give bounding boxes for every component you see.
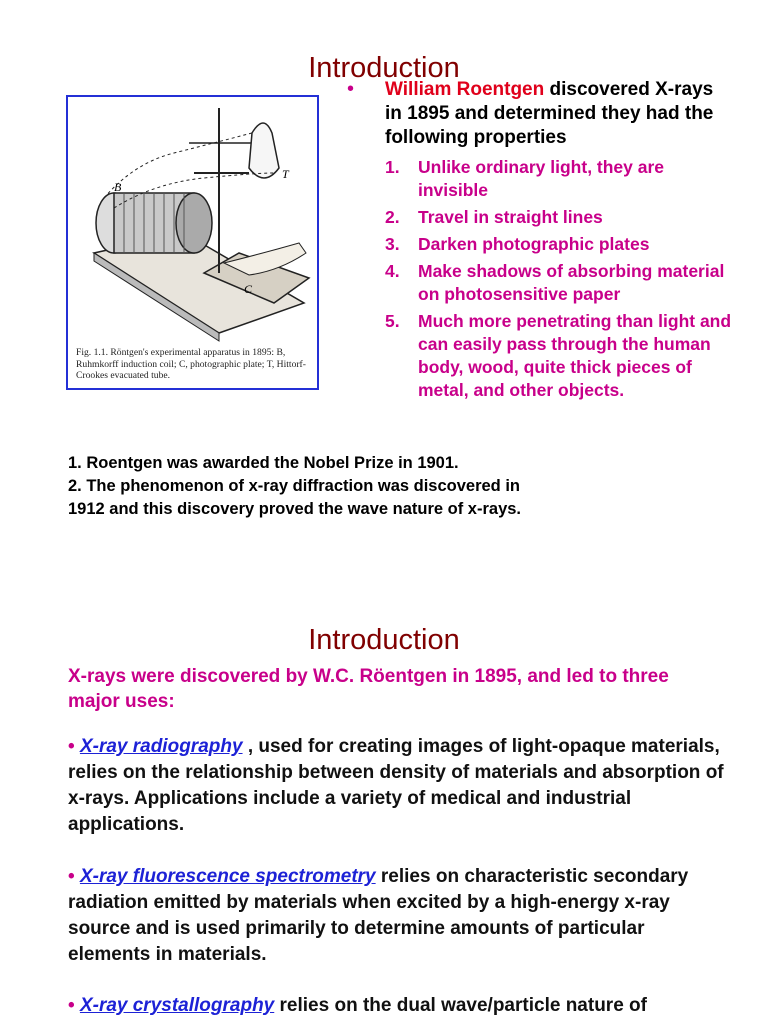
label-t: T — [282, 167, 289, 181]
intro-text: discovered X-rays in 1895 and determined they had the following properties — [385, 79, 714, 148]
item-text: Darken photographic plates — [418, 234, 650, 254]
item-text: Travel in straight lines — [418, 207, 603, 227]
apparatus-illustration — [74, 103, 311, 343]
item-number: 2. — [385, 207, 400, 227]
page-title: Introduction — [308, 52, 460, 85]
figure-caption: Fig. 1.1. Röntgen's experimental apparatus in 1895: B, Ruhmkorff induction coil; C, photographic plate; T, Hittorf-Crookes evacuated tube. — [76, 347, 306, 381]
use-fluorescence — [68, 864, 728, 968]
crystallography-link[interactable]: X-ray crystallography — [79, 995, 275, 1016]
fluorescence-link[interactable]: X-ray fluorescence spectrometry — [79, 866, 376, 887]
apparatus-figure — [66, 95, 319, 390]
note-nobel: 1. Roentgen was awarded the Nobel Prize in 1901. — [68, 454, 459, 472]
item-number: 3. — [385, 234, 400, 254]
list-item — [385, 310, 735, 402]
note-diffraction: 2. The phenomenon of x-ray diffraction was discovered in 1912 and this discovery proved the wave nature of x-rays. — [68, 477, 522, 518]
label-b: B — [114, 180, 122, 194]
item-number: 4. — [385, 261, 400, 281]
label-c: C — [244, 282, 253, 296]
list-item — [385, 156, 735, 202]
use-crystallography — [68, 993, 728, 1019]
notes — [68, 452, 538, 521]
list-item — [385, 233, 735, 256]
discoverer-name: William Roentgen — [385, 79, 545, 100]
lead-text: X-rays were discovered by W.C. Röentgen in 1895, and led to three major uses: — [68, 666, 669, 712]
bullet-marker: • — [347, 78, 355, 100]
item-text: Much more penetrating than light and can easily pass through the human body, wood, quite thick pieces of metal, and other objects. — [418, 311, 732, 400]
bullet-marker: • — [68, 866, 75, 887]
use-text: relies on the dual wave/particle nature of — [274, 995, 647, 1016]
bullet-marker: • — [68, 995, 75, 1016]
list-item — [385, 206, 735, 229]
list-item — [385, 260, 735, 306]
use-text: , used for creating images of light-opaque materials, relies on the relationship between density of materials and absorption of x-rays. Applications include a variety of medical and industrial applications. — [68, 736, 724, 835]
bullet-marker: • — [68, 736, 75, 757]
item-text: Unlike ordinary light, they are invisible — [418, 157, 665, 200]
intro-paragraph — [385, 78, 735, 150]
use-text: relies on characteristic secondary radiation emitted by materials when excited by a high-energy x-ray source and is used primarily to determine amounts of particular elements in materials. — [68, 866, 689, 965]
properties-list — [385, 156, 735, 406]
item-number: 1. — [385, 157, 400, 177]
radiography-link[interactable]: X-ray radiography — [79, 736, 243, 757]
section-title: Introduction — [308, 624, 460, 657]
item-text: Make shadows of absorbing material on photosensitive paper — [418, 261, 725, 304]
use-radiography — [68, 734, 728, 838]
item-number: 5. — [385, 311, 400, 331]
